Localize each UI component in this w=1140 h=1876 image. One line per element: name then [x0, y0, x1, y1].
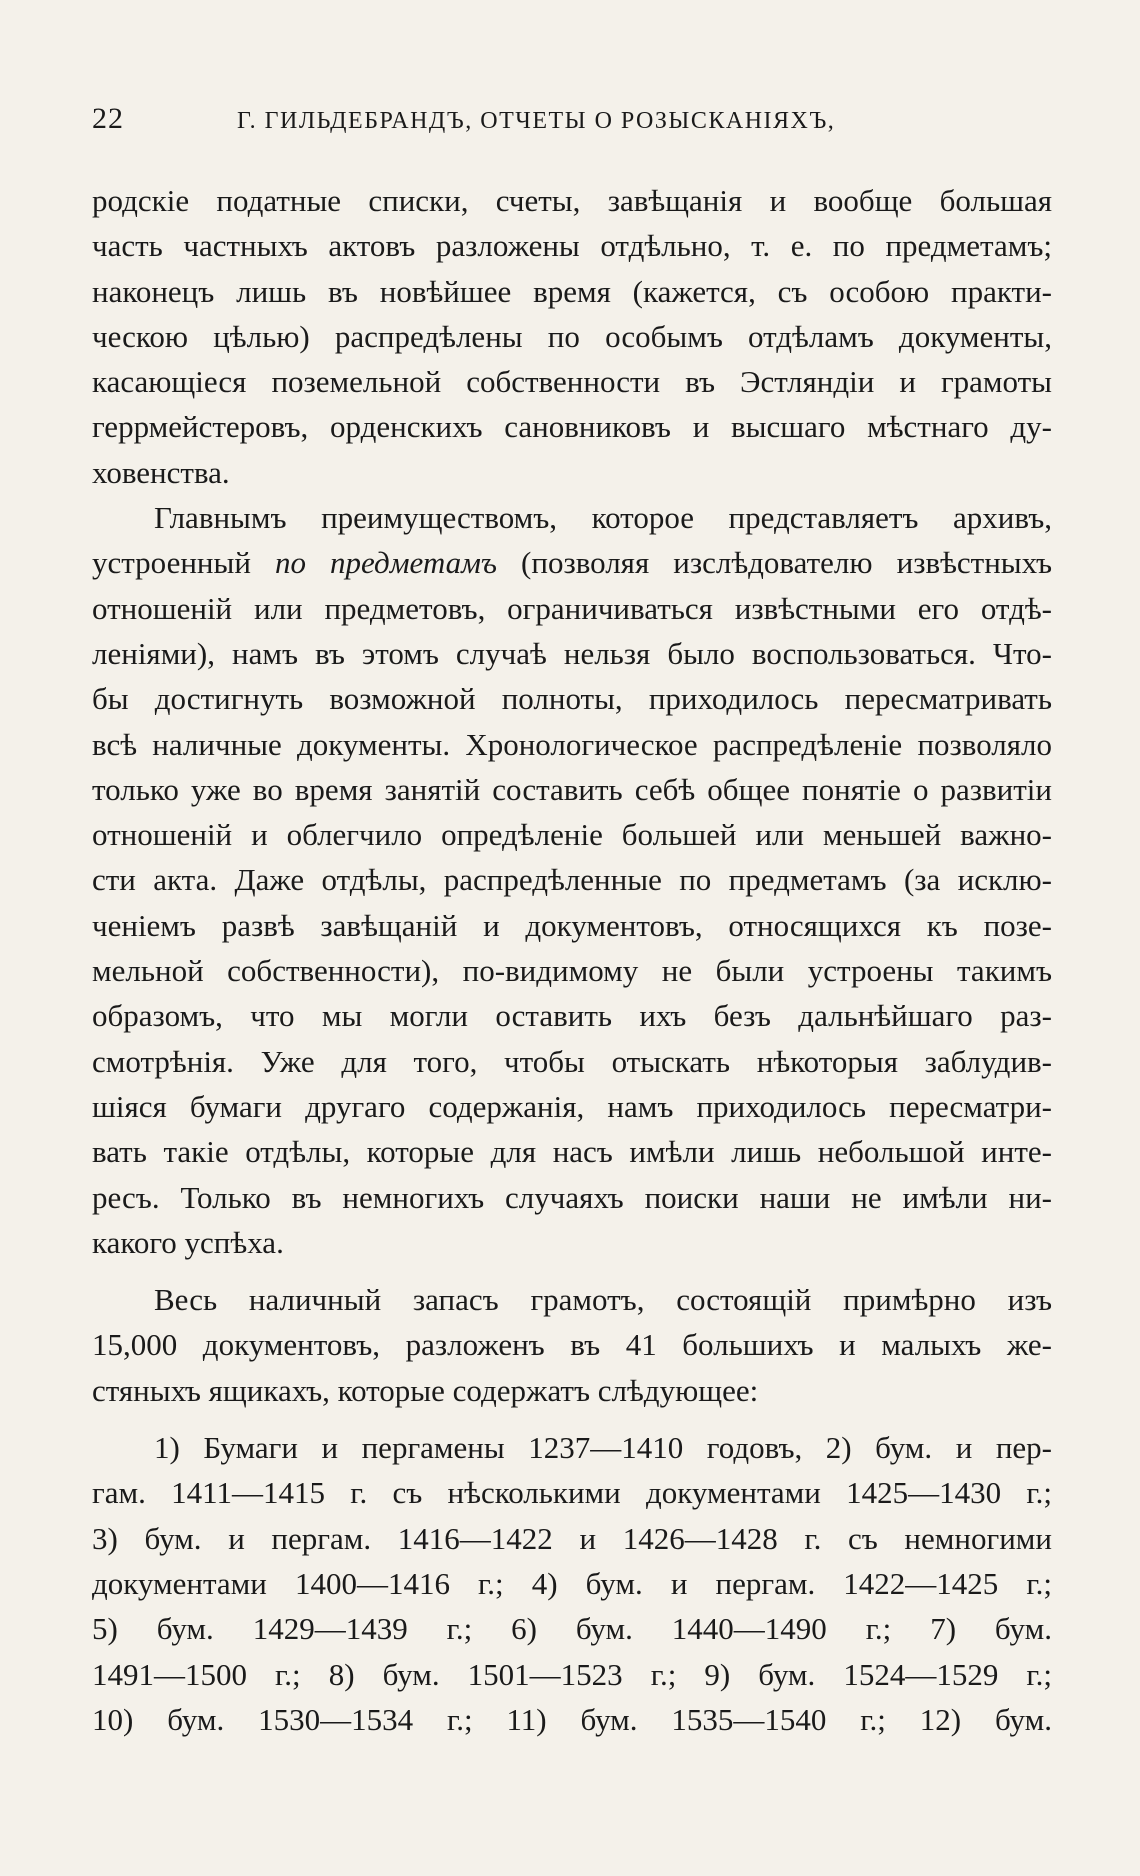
text-line: только уже во время занятій составить себѣ общее понятіе о развитіи	[92, 771, 1052, 807]
text-line: 1491—1500 г.; 8) бум. 1501—1523 г.; 9) бум. 1524—1529 г.;	[92, 1656, 1052, 1692]
text-line: леніями), намъ въ этомъ случаѣ нельзя было воспользоваться. Что-	[92, 635, 1052, 671]
text-line: касающіеся поземельной собственности въ Эстляндіи и грамоты	[92, 364, 1052, 400]
text-line: ховенства.	[92, 454, 230, 490]
paragraph-1	[92, 178, 1052, 495]
text-line: 10) бум. 1530—1534 г.; 11) бум. 1535—1540 г.; 12) бум.	[92, 1701, 1052, 1737]
running-head	[92, 96, 1052, 152]
text-line: какого успѣха.	[92, 1224, 284, 1260]
text-line: документами 1400—1416 г.; 4) бум. и пергам. 1422—1425 г.;	[92, 1565, 1052, 1601]
text-line: Весь наличный запасъ грамотъ, состоящій примѣрно изъ	[154, 1282, 1052, 1318]
text-line: сти акта. Даже отдѣлы, распредѣленные по предметамъ (за исклю-	[92, 862, 1052, 898]
paragraph-3	[92, 1277, 1052, 1413]
text-line: отношеній и облегчило опредѣленіе большей или меньшей важно-	[92, 817, 1052, 853]
body-text	[92, 178, 1052, 1742]
paragraph-gap	[92, 1265, 1052, 1277]
text-line: геррмейстеровъ, орденскихъ сановниковъ и высшаго мѣстнаго ду-	[92, 409, 1052, 445]
text-line: наконецъ лишь въ новѣйшее время (кажется, съ особою практи-	[92, 273, 1052, 309]
text-line: 1) Бумаги и пергамены 1237—1410 годовъ, 2) бум. и пер-	[154, 1430, 1052, 1466]
text-line: Главнымъ преимуществомъ, которое представляетъ архивъ,	[154, 500, 1052, 536]
text-line: вать такіе отдѣлы, которые для насъ имѣли лишь небольшой инте-	[92, 1134, 1052, 1170]
text-line: гам. 1411—1415 г. съ нѣсколькими документами 1425—1430 г.;	[92, 1475, 1052, 1511]
text-line: отношеній или предметовъ, ограничиваться извѣстными его отдѣ-	[92, 590, 1052, 626]
book-page	[92, 96, 1052, 1836]
text-line: ресъ. Только въ немногихъ случаяхъ поиски наши не имѣли ни-	[92, 1179, 1052, 1215]
text-line: образомъ, что мы могли оставить ихъ безъ дальнѣйшаго раз-	[92, 998, 1052, 1034]
text-line: мельной собственности), по-видимому не были устроены такимъ	[92, 953, 1052, 989]
text-run: (позволяя изслѣдователю извѣстныхъ	[496, 545, 1052, 581]
text-line: 3) бум. и пергам. 1416—1422 и 1426—1428 г. съ немногими	[92, 1520, 1052, 1556]
text-line: шіяся бумаги другаго содержанія, намъ приходилось пересматри-	[92, 1088, 1052, 1124]
page-number: 22	[92, 102, 124, 135]
paragraph-2	[92, 495, 1052, 1265]
text-line: ченіемъ развѣ завѣщаній и документовъ, относящихся къ позе-	[92, 907, 1052, 943]
text-line: смотрѣнія. Уже для того, чтобы отыскать нѣкоторыя заблудив-	[92, 1043, 1052, 1079]
running-title: Г. ГИЛЬДЕБРАНДЪ, ОТЧЕТЫ О РОЗЫСКАНІЯХЪ,	[237, 108, 836, 134]
text-line-mixed	[92, 540, 1052, 585]
text-line: стяныхъ ящикахъ, которые содержатъ слѣдующее:	[92, 1372, 759, 1408]
text-line: бы достигнуть возможной полноты, приходилось пересматривать	[92, 681, 1052, 717]
text-line: часть частныхъ актовъ разложены отдѣльно, т. е. по предметамъ;	[92, 228, 1052, 264]
text-line: родскіе податные списки, счеты, завѣщанія и вообще большая	[92, 183, 1052, 218]
text-line: 15,000 документовъ, разложенъ въ 41 большихъ и малыхъ же-	[92, 1327, 1052, 1363]
italic-emphasis: по предметамъ	[274, 545, 497, 581]
text-line: всѣ наличные документы. Хронологическое распредѣленіе позволяло	[92, 726, 1052, 762]
paragraph-gap	[92, 1413, 1052, 1425]
text-line: 5) бум. 1429—1439 г.; 6) бум. 1440—1490 г.; 7) бум.	[92, 1611, 1052, 1647]
paragraph-4	[92, 1425, 1052, 1742]
text-line: ческою цѣлью) распредѣлены по особымъ отдѣламъ документы,	[92, 318, 1052, 354]
text-run: устроенный	[92, 545, 275, 581]
